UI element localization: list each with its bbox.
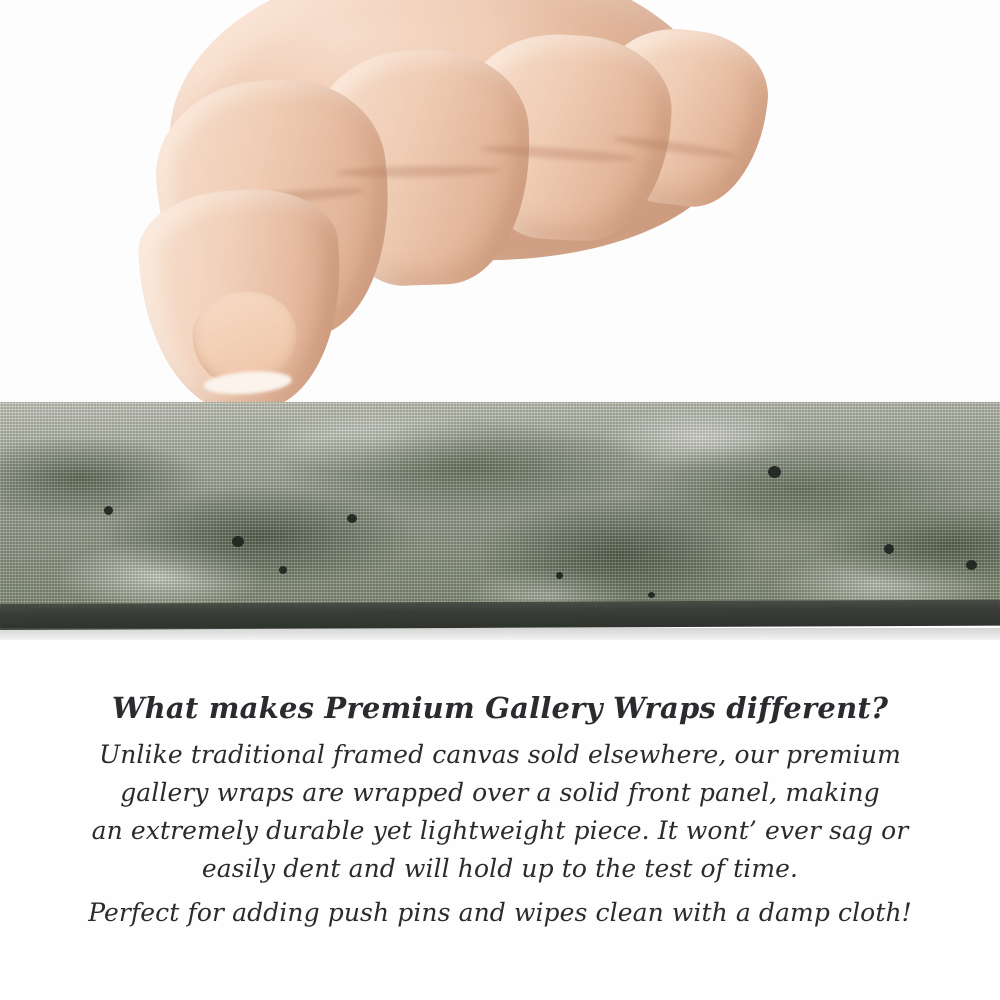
canvas-wrap-edge bbox=[0, 402, 1000, 620]
hand-illustration bbox=[130, 0, 750, 430]
canvas-panel-edge bbox=[0, 600, 1000, 630]
paint-speck bbox=[104, 506, 113, 515]
paint-speck bbox=[347, 514, 357, 523]
paint-speck bbox=[279, 566, 287, 574]
caption-block bbox=[0, 690, 1000, 932]
thumbnail bbox=[190, 288, 300, 391]
canvas-drop-shadow bbox=[0, 628, 1000, 640]
paint-speck bbox=[966, 560, 977, 570]
paint-speck bbox=[768, 466, 781, 478]
thumb bbox=[135, 183, 350, 416]
caption-line-1: Unlike traditional framed canvas sold elsewhere, our premium bbox=[99, 739, 901, 769]
paint-speck bbox=[648, 592, 655, 598]
canvas-weave-texture bbox=[0, 402, 1000, 620]
paint-speck bbox=[556, 572, 563, 579]
caption-closing-line: Perfect for adding push pins and wipes clean with a damp cloth! bbox=[88, 897, 912, 927]
paint-speck bbox=[884, 544, 894, 554]
caption-line-4: easily dent and will hold up to the test of time. bbox=[201, 853, 799, 883]
caption-line-2: gallery wraps are wrapped over a solid front panel, making bbox=[120, 777, 880, 807]
caption-line-3: an extremely durable yet lightweight piece. It wont’ ever sag or bbox=[91, 815, 909, 845]
paint-speck bbox=[232, 536, 244, 547]
caption-title: What makes Premium Gallery Wraps different? bbox=[111, 691, 889, 725]
